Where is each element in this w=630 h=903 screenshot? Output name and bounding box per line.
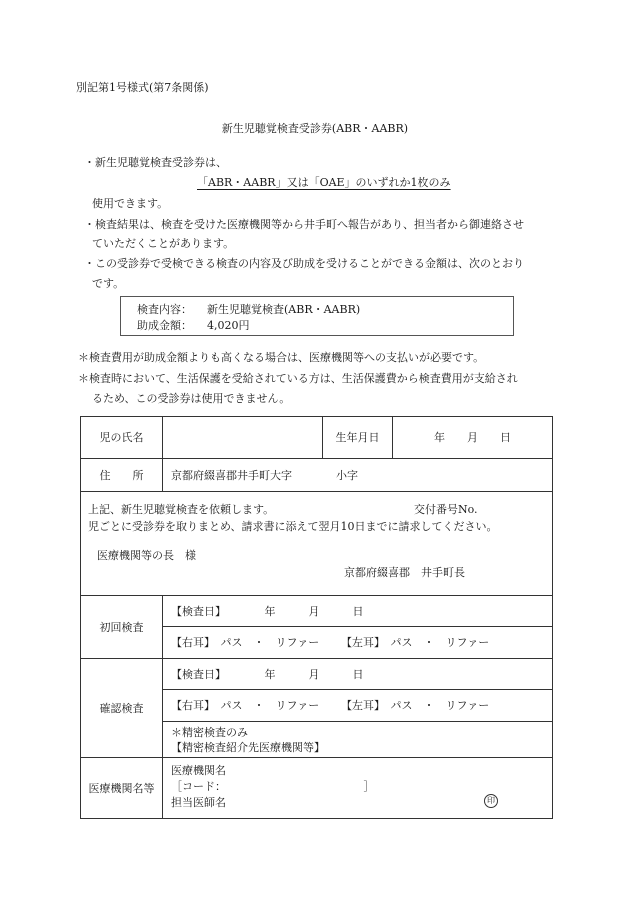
confirm-exam-label: 確認検査 bbox=[81, 659, 163, 758]
application-table bbox=[80, 416, 553, 819]
birth-date-label: 生年月日 bbox=[323, 417, 393, 459]
note-line: ていただくことがあります。 bbox=[92, 237, 235, 250]
usage-highlight: 「ABR・AABR」又は「OAE」のいずれか1枚のみ bbox=[197, 176, 451, 189]
subsidy-amount-row bbox=[137, 320, 250, 331]
detailed-exam-section[interactable] bbox=[163, 722, 553, 758]
caution-line: ＊検査費用が助成金額よりも高くなる場合は、医療機関等への支払いが必要です。 bbox=[78, 351, 485, 364]
right-ear-result[interactable]: 【右耳】 パス ・ リファー bbox=[171, 699, 320, 712]
detailed-exam-referral: 【精密検査紹介先医療機関等】 bbox=[171, 740, 325, 754]
issuer: 京都府綴喜郡 井手町長 bbox=[344, 566, 465, 579]
institution-code: ［コード： ］ bbox=[171, 780, 375, 793]
confirm-exam-date[interactable]: 【検査日】 年 月 日 bbox=[163, 659, 553, 690]
note-line: です。 bbox=[92, 277, 125, 290]
address-label: 住 所 bbox=[81, 459, 163, 492]
institution-section[interactable] bbox=[163, 758, 553, 819]
request-section bbox=[81, 492, 553, 596]
seal-mark bbox=[484, 794, 498, 808]
initial-exam-date[interactable]: 【検査日】 年 月 日 bbox=[163, 596, 553, 627]
seal-icon: 印 bbox=[484, 794, 498, 808]
exam-content-label: 検査内容： bbox=[137, 303, 192, 316]
address-field[interactable]: 京都府綴喜郡井手町大字 小字 bbox=[163, 459, 553, 492]
doctor-name-label: 担当医師名 bbox=[171, 796, 226, 809]
document-title: 新生児聴覚検査受診券(ABR・AABR) bbox=[221, 122, 409, 135]
subsidy-amount-label: 助成金額： bbox=[137, 319, 192, 332]
caution-line: ＊検査時において、生活保護を受給されている方は、生活保護費から検査費用が支給され bbox=[78, 372, 518, 385]
child-name-field[interactable] bbox=[163, 417, 323, 459]
info-box bbox=[120, 296, 514, 336]
issue-number-label: 交付番号No. bbox=[414, 503, 478, 516]
exam-content-value: 新生児聴覚検査(ABR・AABR) bbox=[207, 303, 361, 316]
note-line: 使用できます。 bbox=[92, 197, 169, 210]
note-line: ・検査結果は、検査を受けた医療機関等から井手町へ報告があり、担当者から御連絡させ bbox=[84, 218, 524, 231]
confirm-exam-result[interactable] bbox=[163, 690, 553, 722]
initial-exam-label: 初回検査 bbox=[81, 596, 163, 659]
form-label: 別記第1号様式(第7条関係) bbox=[76, 81, 209, 94]
note-line: ・この受診券で受検できる検査の内容及び助成を受けることができる金額は、次のとおり bbox=[84, 257, 524, 270]
birth-date-field[interactable]: 年 月 日 bbox=[393, 417, 553, 459]
note-line: ・新生児聴覚検査受診券は、 bbox=[84, 156, 227, 169]
request-text: 上記、新生児聴覚検査を依頼します。 bbox=[88, 503, 275, 516]
detailed-exam-only: ＊精密検査のみ bbox=[171, 725, 248, 739]
left-ear-result[interactable]: 【左耳】 パス ・ リファー bbox=[341, 636, 490, 649]
caution-line: るため、この受診券は使用できません。 bbox=[92, 392, 291, 405]
institution-label: 医療機関名等 bbox=[81, 758, 163, 819]
right-ear-result[interactable]: 【右耳】 パス ・ リファー bbox=[171, 636, 320, 649]
initial-exam-result[interactable] bbox=[163, 627, 553, 659]
exam-content-row bbox=[137, 304, 360, 315]
institution-name-label: 医療機関名 bbox=[171, 764, 226, 777]
child-name-label: 児の氏名 bbox=[81, 417, 163, 459]
request-instructions: 児ごとに受診券を取りまとめ、請求書に添えて翌月10日までに請求してください。 bbox=[88, 520, 498, 533]
addressee: 医療機関等の長 様 bbox=[97, 549, 196, 562]
left-ear-result[interactable]: 【左耳】 パス ・ リファー bbox=[341, 699, 490, 712]
subsidy-amount-value: 4,020円 bbox=[207, 319, 250, 332]
